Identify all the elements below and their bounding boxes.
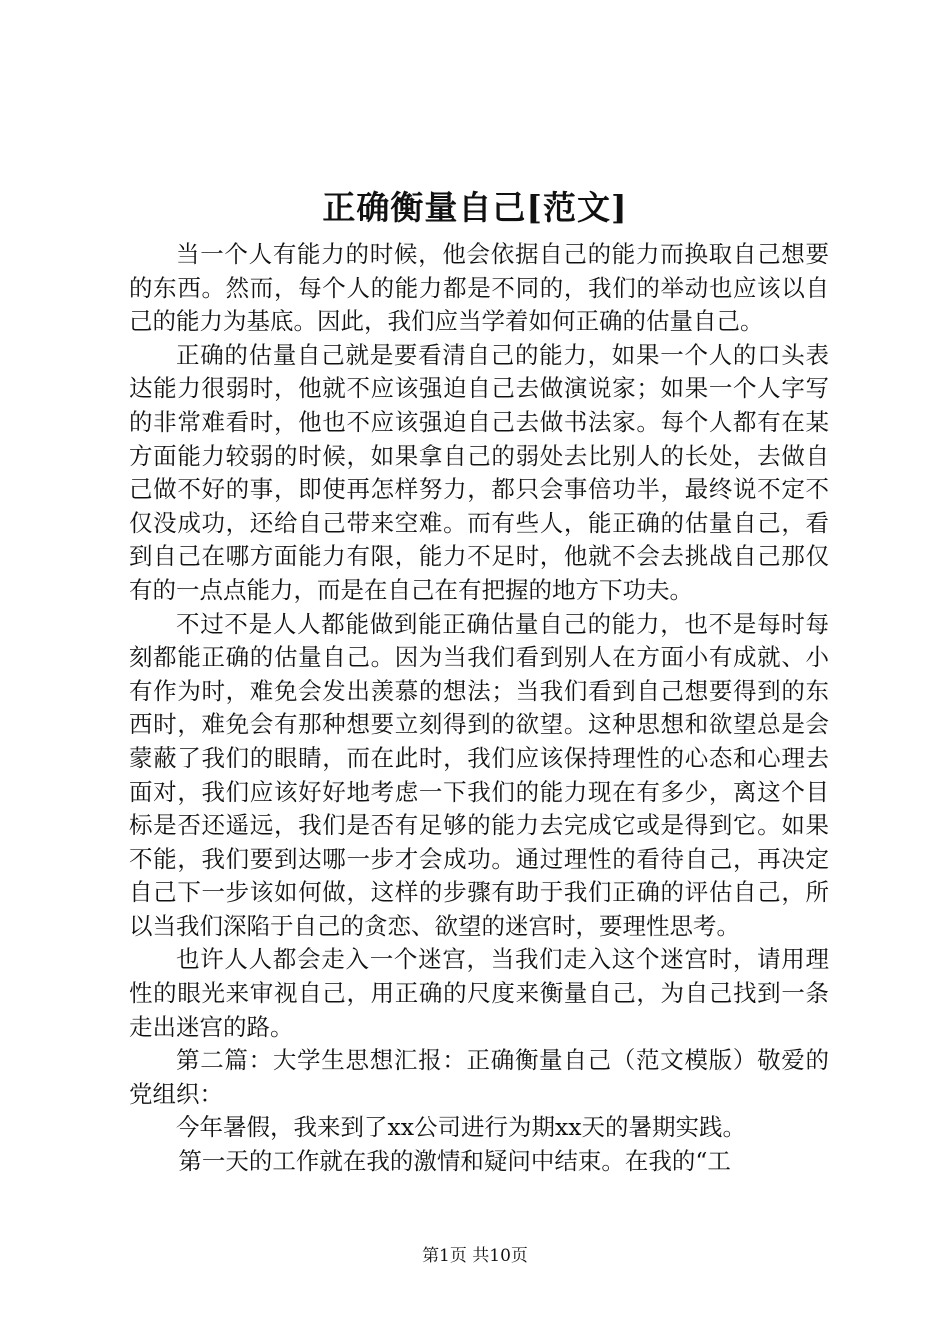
document-title: 正确衡量自己[范文] — [322, 188, 628, 227]
paragraph-2: 正确的估量自己就是要看清自己的能力，如果一个人的口头表达能力很弱时，他就不应该强迫自己去做演说家；如果一个人字写的非常难看时，他也不应该强迫自己去做书法家。每个人都有在某方面能力较弱的时候，如果拿自己的弱处去比别人的长处，去做自己做不好的事，即使再怎样努力，都只会事倍功半，最终说不定不仅没成功，还给自己带来空难。而有些人，能正确的估量自己，看到自己在哪方面能力有限，能力不足时，他就不会去挑战自己那仅有的一点点能力，而是在自己在有把握的地方下功夫。 — [129, 340, 829, 604]
page-number-footer: 第1页 共10页 — [422, 1246, 528, 1266]
paragraph-3: 不过不是人人都能做到能正确估量自己的能力，也不是每时每刻都能正确的估量自己。因为当我们看到别人在方面小有成就、小有作为时，难免会发出羡慕的想法；当我们看到自己想要得到的东西时，难免会有那种想要立刻得到的欲望。这种思想和欲望总是会蒙蔽了我们的眼睛，而在此时，我们应该保持理性的心态和心理去面对，我们应该好好地考虑一下我们的能力现在有多少，离这个目标是否还遥远，我们是否有足够的能力去完成它或是得到它。如果不能，我们要到达哪一步才会成功。通过理性的看待自己，再决定自己下一步该如何做，这样的步骤有助于我们正确的评估自己，所以当我们深陷于自己的贪恋、欲望的迷宫时，要理性思考。 — [129, 609, 829, 940]
paragraph-6: 今年暑假，我来到了xx公司进行为期xx天的暑期实践。 — [176, 1113, 747, 1142]
paragraph-5-section-heading: 第二篇：大学生思想汇报：正确衡量自己（范文模版）敬爱的党组织： — [129, 1046, 829, 1108]
paragraph-4: 也许人人都会走入一个迷宫，当我们走入这个迷宫时，请用理性的眼光来审视自己，用正确的尺度来衡量自己，为自己找到一条走出迷宫的路。 — [129, 945, 829, 1041]
document-body — [129, 238, 829, 1179]
paragraph-7: 第一天的工作就在我的激情和疑问中结束。在我的“工 — [178, 1147, 731, 1176]
paragraph-1: 当一个人有能力的时候，他会依据自己的能力而换取自己想要的东西。然而，每个人的能力都是不同的，我们的举动也应该以自己的能力为基底。因此，我们应当学着如何正确的估量自己。 — [129, 240, 829, 336]
